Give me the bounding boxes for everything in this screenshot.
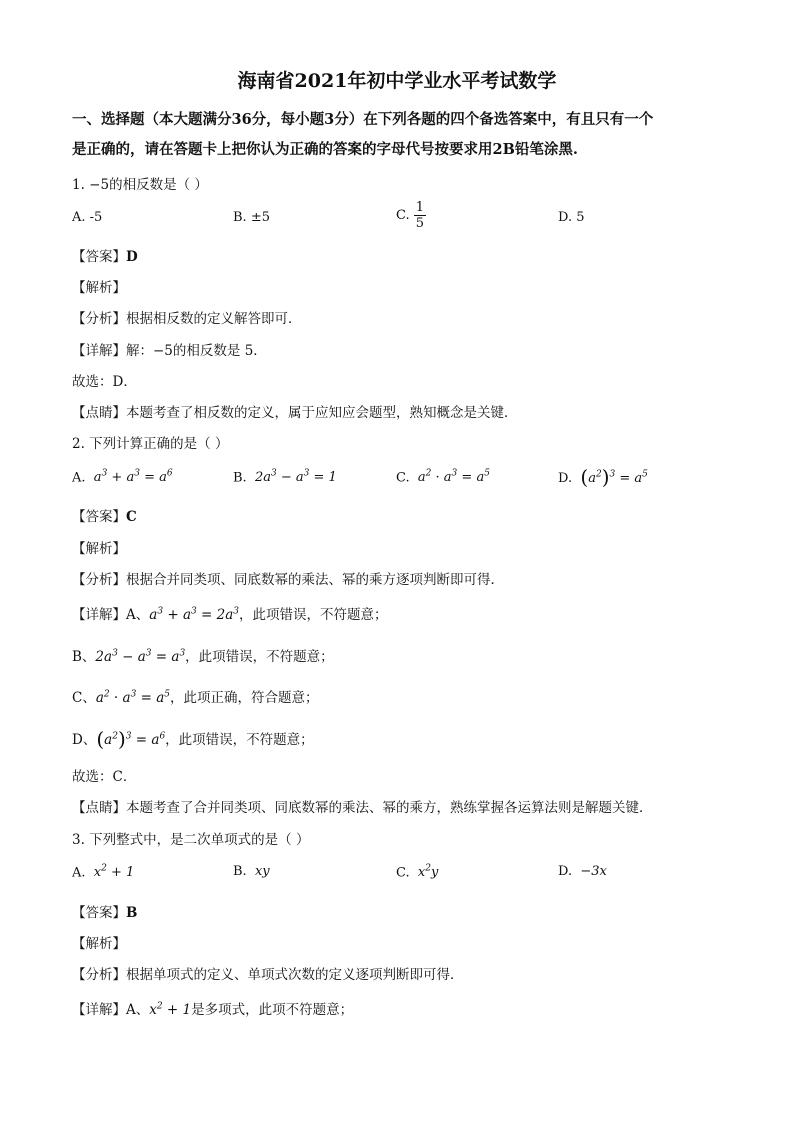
option-label: D. (558, 471, 573, 486)
answer-value: D (126, 249, 138, 265)
q2-answer (72, 505, 137, 525)
xiangjie-tag: 【详解】 (72, 343, 126, 359)
formula: $a^3 + a^3 = a^6$ (89, 469, 173, 486)
item-prefix: B、 (72, 649, 96, 665)
item-verdict: 是多项式，此项不符题意； (191, 1002, 354, 1018)
item-verdict: ，此项错误，不符题意； (185, 649, 334, 665)
formula: $x^2 + 1$ (89, 864, 135, 881)
item-prefix: A、 (126, 607, 150, 623)
answer-tag: 【答案】 (72, 905, 126, 921)
q1-jiexi: 【解析】 (72, 280, 126, 296)
answer-tag: 【答案】 (72, 509, 126, 525)
q3-option-a (72, 864, 134, 880)
q1-fenxi (72, 307, 302, 327)
formula: $2a^3 - a^3 = 1$ (250, 469, 337, 486)
option-label: B. (233, 470, 247, 486)
q2-xiangjie-c (72, 686, 319, 706)
answer-tag: 【答案】 (72, 249, 126, 265)
q1-option-a: A. -5 (72, 210, 103, 225)
formula: $a^2 \cdot a^3 = a^5$ (413, 469, 490, 486)
item-verdict: ，此项错误，不符题意； (165, 732, 314, 748)
answer-value: B (126, 905, 138, 921)
q1-option-b: B. ±5 (233, 210, 270, 225)
item-verdict: ，此项正确，符合题意； (170, 690, 319, 706)
q3-option-d (558, 864, 607, 879)
formula: $(a^2)^3 = a^5$ (580, 465, 648, 489)
dianjing-tag: 【点睛】 (72, 405, 126, 421)
fenxi-tag: 【分析】 (72, 967, 126, 983)
q1-guxuan: 故选：D． (72, 374, 137, 390)
section-instructions-line-1: 一、选择题（本大题满分36分，每小题3分）在下列各题的四个备选答案中，有且只有一个 (72, 111, 654, 128)
q3-option-b (233, 864, 270, 879)
dianjing-text: 本题考查了相反数的定义，属于应知应会题型，熟知概念是关键． (126, 405, 518, 421)
formula: −3x (576, 864, 607, 879)
item-prefix: D、 (72, 732, 97, 748)
q3-option-c (396, 864, 438, 880)
option-label: C. (396, 470, 410, 486)
q1-answer (72, 245, 138, 265)
q1-stem: 1. −5的相反数是（ ） (72, 177, 208, 193)
formula: $(a^2)^3 = a^6$ (96, 727, 166, 751)
q1-xiangjie (72, 339, 267, 359)
fenxi-tag: 【分析】 (72, 311, 126, 327)
xiangjie-tag: 【详解】 (72, 607, 126, 623)
q2-xiangjie-a (72, 603, 388, 623)
q3-fenxi (72, 963, 464, 983)
fenxi-text: 根据相反数的定义解答即可． (126, 311, 302, 327)
fenxi-text: 根据单项式的定义、单项式次数的定义逐项判断即可得． (126, 967, 464, 983)
q1-option-c-fraction (414, 200, 426, 231)
q3-jiexi: 【解析】 (72, 936, 126, 952)
option-label: B. (233, 864, 247, 879)
xiangjie-text: 解：−5的相反数是 5． (126, 343, 267, 359)
item-verdict: ，此项错误，不符题意； (239, 607, 388, 623)
formula: $x^2 + 1$ (149, 1001, 192, 1018)
fraction-denominator: 5 (415, 216, 425, 231)
q2-stem: 2. 下列计算正确的是（ ） (72, 436, 229, 452)
xiangjie-tag: 【详解】 (72, 1002, 126, 1018)
q2-xiangjie-d (72, 727, 314, 751)
q2-option-b (233, 469, 337, 485)
option-label: D. (558, 864, 573, 879)
q2-guxuan: 故选：C． (72, 769, 137, 785)
fenxi-text: 根据合并同类项、同底数幂的乘法、幂的乘方逐项判断即可得． (126, 572, 504, 588)
fenxi-tag: 【分析】 (72, 572, 126, 588)
page-title: 海南省2021年初中学业水平考试数学 (237, 70, 557, 92)
q2-xiangjie-b (72, 645, 334, 665)
q2-dianjing (72, 796, 653, 816)
q1-dianjing (72, 401, 518, 421)
q3-answer (72, 901, 137, 921)
section-instructions-line-2: 是正确的，请在答题卡上把你认为正确的答案的字母代号按要求用2B铅笔涂黑. (72, 141, 578, 158)
q2-option-c (396, 469, 490, 485)
q1-option-c-label: C. (396, 208, 410, 223)
q2-option-a (72, 469, 173, 485)
option-label: A. (72, 470, 86, 486)
fraction-numerator: 1 (415, 200, 425, 215)
formula: $a^2 \cdot a^3 = a^5$ (95, 689, 170, 706)
item-prefix: C、 (72, 690, 96, 706)
q1-option-c (396, 200, 426, 231)
dianjing-text: 本题考查了合并同类项、同底数幂的乘法、幂的乘方，熟练掌握各运算法则是解题关键． (126, 800, 653, 816)
formula: xy (250, 864, 270, 879)
dianjing-tag: 【点睛】 (72, 800, 126, 816)
q2-fenxi (72, 568, 504, 588)
option-label: C. (396, 865, 410, 881)
formula: $2a^3 - a^3 = a^3$ (95, 648, 186, 665)
formula: $a^3 + a^3 = 2a^3$ (149, 606, 240, 623)
item-prefix: A、 (126, 1002, 150, 1018)
formula: $x^2y$ (413, 864, 439, 881)
q2-option-d (558, 465, 648, 489)
q3-xiangjie-a (72, 998, 353, 1018)
q3-stem: 3. 下列整式中，是二次单项式的是（ ） (72, 832, 310, 848)
q1-option-d: D. 5 (558, 210, 585, 225)
answer-value: C (126, 509, 137, 525)
option-label: A. (72, 865, 86, 881)
q2-jiexi: 【解析】 (72, 541, 126, 557)
